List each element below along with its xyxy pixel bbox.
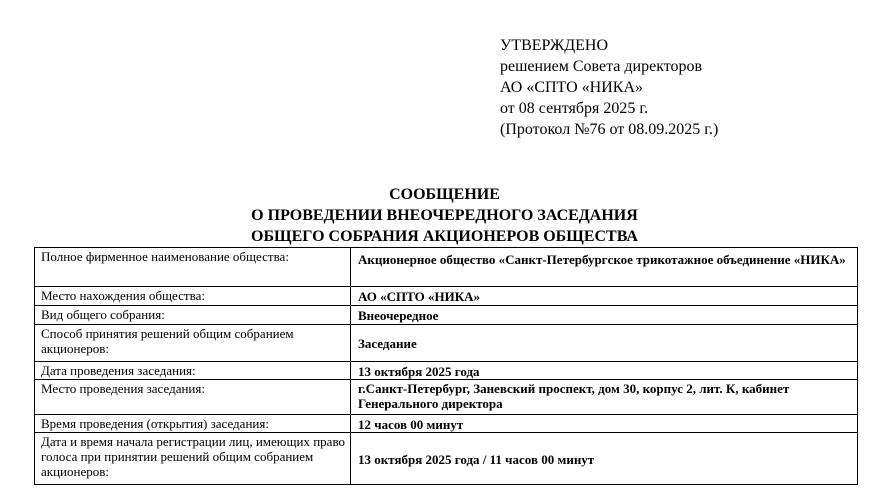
row-label: Полное фирменное наименование общества: <box>35 248 351 287</box>
approval-date: от 08 сентября 2025 г. <box>500 100 649 117</box>
row-label: Дата и время начала регистрации лиц, имеющих право голоса при принятии решений общим собранием акционеров: <box>35 433 351 485</box>
row-value: 13 октября 2025 года / 11 часов 00 минут <box>351 433 858 485</box>
row-label: Место проведения заседания: <box>35 380 351 415</box>
row-value: Внеочередное <box>351 306 858 325</box>
table-row <box>35 287 858 306</box>
row-value: Заседание <box>351 325 858 362</box>
row-label: Место нахождения общества: <box>35 287 351 306</box>
heading-subtitle-1: О ПРОВЕДЕНИИ ВНЕОЧЕРЕДНОГО ЗАСЕДАНИЯ <box>251 207 638 224</box>
table-row <box>35 433 858 485</box>
row-value: 13 октября 2025 года <box>351 362 858 380</box>
approval-stamp <box>500 35 718 140</box>
row-value: Акционерное общество «Санкт-Петербургское трикотажное объединение «НИКА» <box>351 248 858 287</box>
table-row <box>35 306 858 325</box>
approval-protocol: (Протокол №76 от 08.09.2025 г.) <box>500 121 719 138</box>
row-label: Дата проведения заседания: <box>35 362 351 380</box>
table-row <box>35 415 858 433</box>
row-label: Способ принятия решений общим собранием акционеров: <box>35 325 351 362</box>
row-value: 12 часов 00 минут <box>351 415 858 433</box>
row-label: Вид общего собрания: <box>35 306 351 325</box>
row-value: АО «СПТО «НИКА» <box>351 287 858 306</box>
heading-title: СООБЩЕНИЕ <box>389 186 500 203</box>
table-row <box>35 325 858 362</box>
table-row <box>35 362 858 380</box>
approval-company: АО «СПТО «НИКА» <box>500 79 643 96</box>
heading-subtitle-2: ОБЩЕГО СОБРАНИЯ АКЦИОНЕРОВ ОБЩЕСТВА <box>251 228 638 245</box>
document-heading <box>0 184 869 247</box>
meeting-info-table <box>34 247 858 485</box>
table-row <box>35 380 858 415</box>
row-label: Время проведения (открытия) заседания: <box>35 415 351 433</box>
approval-title: УТВЕРЖДЕНО <box>500 37 609 54</box>
row-value: г.Санкт-Петербург, Заневский проспект, дом 30, корпус 2, лит. К, кабинет Генерального директора <box>351 380 858 415</box>
approval-authority: решением Совета директоров <box>500 58 703 75</box>
table-row <box>35 248 858 287</box>
